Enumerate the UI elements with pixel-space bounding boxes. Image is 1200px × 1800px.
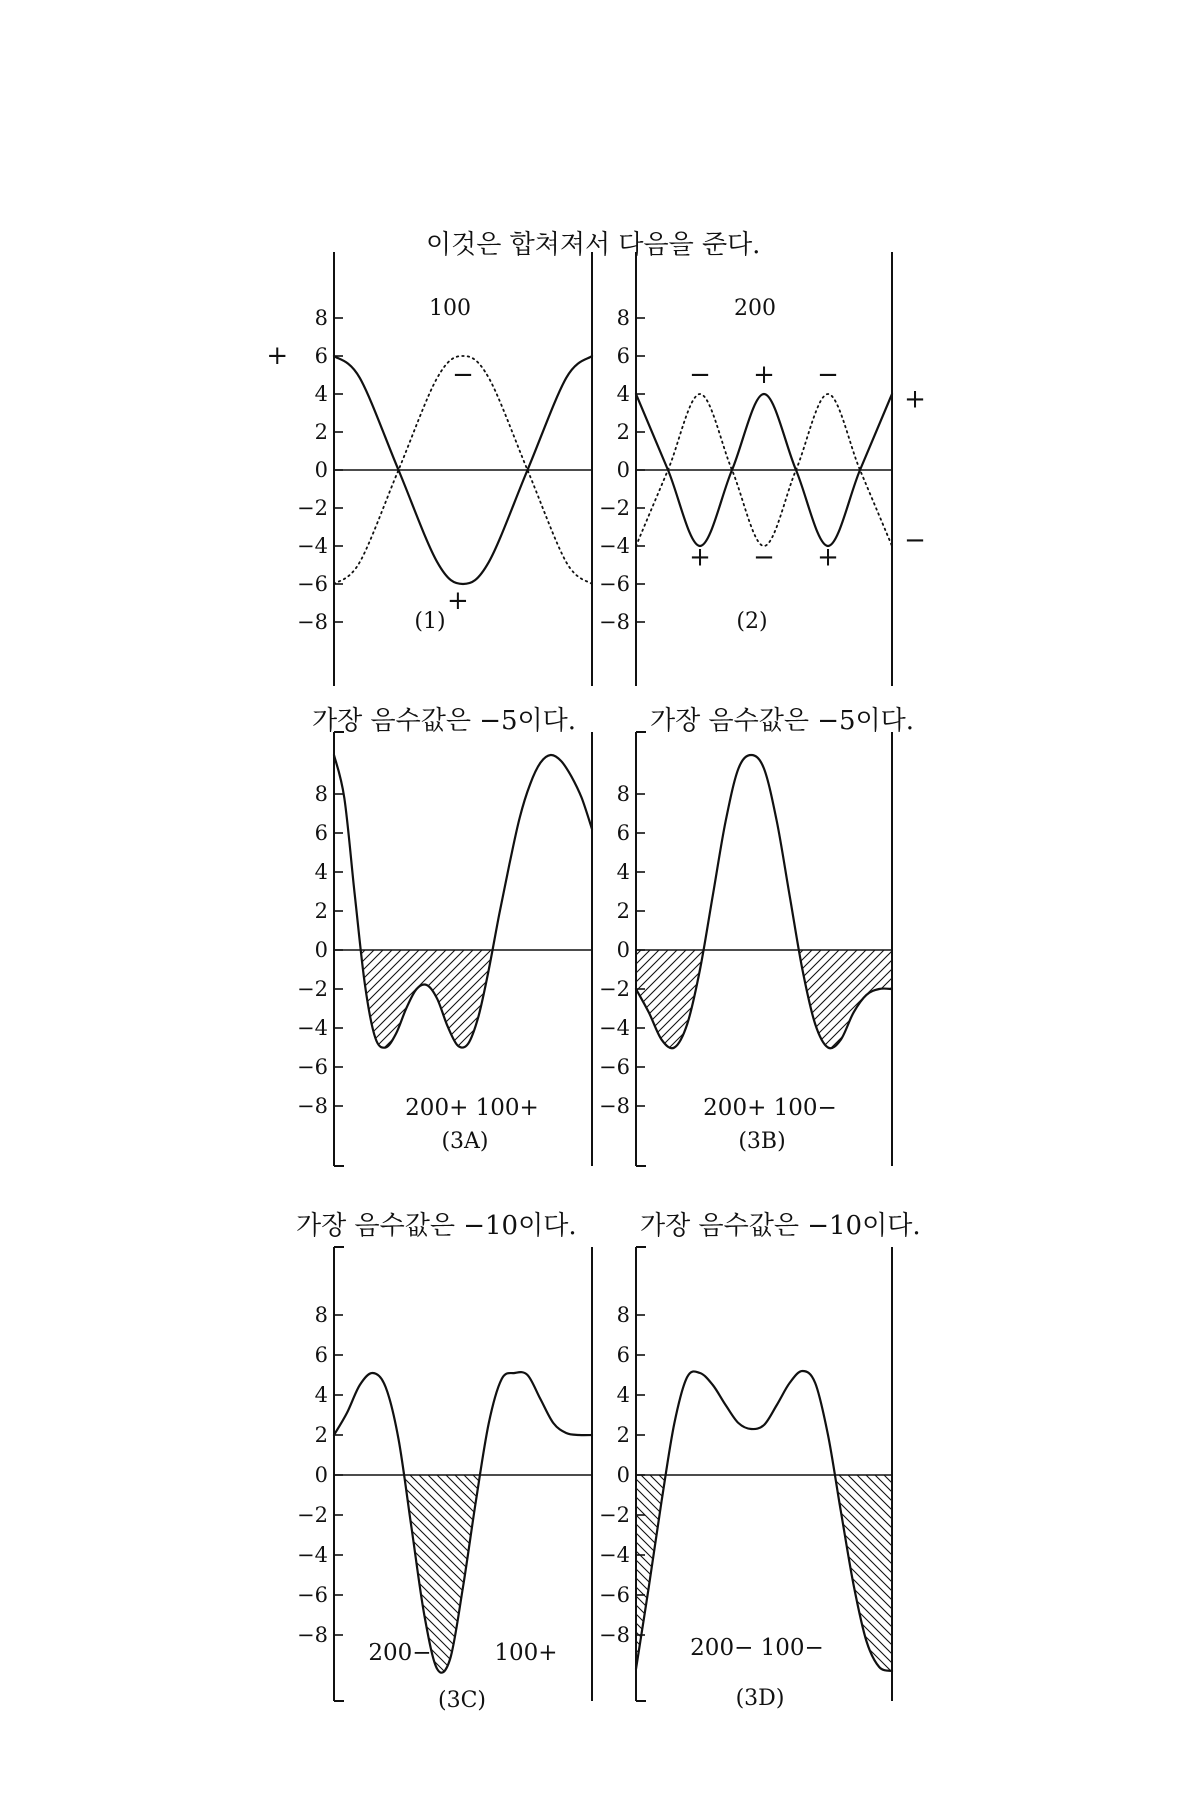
chart-panel-3d — [599, 1245, 940, 1711]
sign-annotation: − — [753, 542, 775, 573]
panel-label: (2) — [736, 609, 768, 634]
combination-label: 200+ 100− — [703, 1095, 837, 1121]
sign-annotation: + — [904, 384, 926, 415]
y-tick-label: −6 — [599, 1055, 630, 1079]
combination-label: 200− 100− — [690, 1635, 824, 1661]
y-tick-label: −6 — [599, 572, 630, 596]
y-tick-label: −4 — [297, 534, 328, 558]
panel-label: (3C) — [438, 1688, 486, 1713]
combination-label: 100+ — [494, 1640, 558, 1666]
row3-right-title: 가장 음수값은 −10이다. — [640, 1211, 921, 1241]
y-tick-label: 2 — [314, 899, 328, 923]
y-tick-label: 8 — [314, 306, 328, 330]
sign-annotation: − — [452, 360, 474, 390]
chart-panel-3c — [270, 1245, 600, 1713]
y-tick-label: 4 — [314, 382, 328, 406]
negative-area-hatch — [334, 755, 592, 1048]
combination-label: 200+ 100+ — [405, 1095, 539, 1121]
figure-title: 이것은 합쳐져서 다음을 준다. — [426, 230, 761, 260]
combination-label: 200− — [368, 1640, 432, 1666]
y-tick-label: −8 — [297, 1094, 328, 1118]
y-tick-label: 6 — [616, 821, 630, 845]
y-tick-label: −2 — [297, 977, 328, 1001]
chart-panel-2 — [600, 250, 940, 690]
y-tick-label: 6 — [314, 1343, 328, 1367]
y-tick-label: −8 — [599, 1094, 630, 1118]
y-tick-label: 0 — [616, 938, 630, 962]
negative-area-hatch — [636, 755, 892, 1048]
y-tick-label: 4 — [616, 382, 630, 406]
sign-annotation: + — [266, 341, 289, 371]
y-tick-label: 6 — [314, 344, 328, 368]
sign-annotation: + — [753, 360, 775, 390]
y-tick-label: 8 — [616, 306, 630, 330]
y-tick-label: 0 — [314, 938, 328, 962]
panel-label: (3D) — [735, 1686, 785, 1711]
panel-label: (3A) — [441, 1129, 489, 1154]
y-tick-label: 6 — [616, 344, 630, 368]
sign-annotation: + — [817, 542, 839, 573]
y-tick-label: −6 — [297, 1583, 328, 1607]
y-tick-label: −2 — [297, 1503, 328, 1527]
row3-left-title: 가장 음수값은 −10이다. — [296, 1211, 577, 1241]
sign-annotation: + — [446, 586, 469, 617]
negative-area-hatch — [334, 1372, 592, 1673]
y-tick-label: 2 — [314, 1423, 328, 1447]
y-tick-label: 2 — [616, 420, 630, 444]
frequency-label: 200 — [734, 296, 776, 321]
negative-area-hatch — [636, 1371, 892, 1671]
y-tick-label: 8 — [616, 782, 630, 806]
y-tick-label: 0 — [314, 458, 328, 482]
panel-label: (3B) — [738, 1129, 786, 1154]
y-tick-label: −6 — [297, 1055, 328, 1079]
y-tick-label: −2 — [599, 977, 630, 1001]
y-tick-label: 0 — [616, 1463, 630, 1487]
row2-left-title: 가장 음수값은 −5이다. — [312, 706, 577, 736]
y-tick-label: 4 — [314, 1383, 328, 1407]
y-tick-label: 2 — [616, 899, 630, 923]
y-tick-label: 4 — [616, 860, 630, 884]
y-tick-label: −4 — [599, 1543, 630, 1567]
y-tick-label: 4 — [314, 860, 328, 884]
y-tick-label: 2 — [616, 1423, 630, 1447]
y-tick-label: −2 — [599, 1503, 630, 1527]
frequency-label: 100 — [429, 296, 471, 321]
y-tick-label: 8 — [314, 782, 328, 806]
row2-right-title: 가장 음수값은 −5이다. — [650, 706, 915, 736]
y-tick-label: 2 — [314, 420, 328, 444]
y-tick-label: −4 — [297, 1543, 328, 1567]
sign-annotation: − — [689, 360, 711, 390]
y-tick-label: 4 — [616, 1383, 630, 1407]
panel-label: (1) — [414, 609, 446, 634]
y-tick-label: −4 — [599, 534, 630, 558]
y-tick-label: −4 — [297, 1016, 328, 1040]
y-tick-label: −6 — [599, 1583, 630, 1607]
sign-annotation: − — [817, 360, 839, 390]
y-tick-label: −8 — [297, 1623, 328, 1647]
y-tick-label: −4 — [599, 1016, 630, 1040]
y-tick-label: −6 — [297, 572, 328, 596]
y-tick-label: 0 — [314, 1463, 328, 1487]
sign-annotation: − — [904, 525, 926, 556]
y-tick-label: −2 — [297, 496, 328, 520]
chart-panel-3b — [600, 730, 940, 1170]
y-tick-label: 8 — [314, 1303, 328, 1327]
y-tick-label: −2 — [599, 496, 630, 520]
y-tick-label: 0 — [616, 458, 630, 482]
sign-annotation: + — [689, 542, 711, 573]
y-tick-label: 8 — [616, 1303, 630, 1327]
y-tick-label: −8 — [599, 610, 630, 634]
y-tick-label: 6 — [616, 1343, 630, 1367]
chart-panel-1 — [266, 250, 600, 690]
y-tick-label: −8 — [599, 1623, 630, 1647]
chart-panel-3a — [270, 730, 600, 1170]
y-tick-label: 6 — [314, 821, 328, 845]
y-tick-label: −8 — [297, 610, 328, 634]
